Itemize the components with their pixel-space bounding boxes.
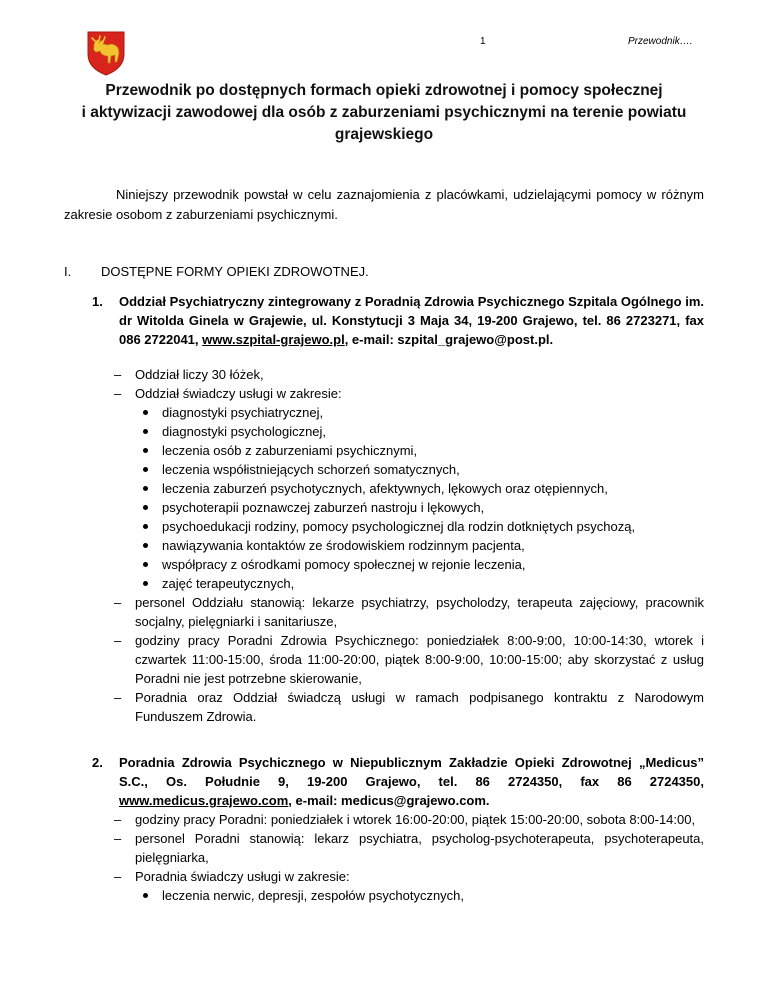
document-title — [40, 80, 728, 146]
bullet-icon — [143, 467, 148, 472]
item-1 — [92, 292, 704, 726]
bullet-item: leczenia zaburzeń psychotycznych, afektywnych, lękowych oraz otępiennych, — [92, 479, 704, 498]
item-1-website-link[interactable]: www.szpital-grajewo.pl — [202, 332, 345, 347]
bullet-icon — [143, 543, 148, 548]
item-2-email: , e-mail: medicus@grajewo.com. — [288, 793, 490, 808]
list-item: – godziny pracy Poradni Zdrowia Psychicznego: poniedziałek 8:00-9:00, 10:00-14:30, wtorek i czwartek 11:00-15:00, środa 11:00-20:00, piątek 8:00-9:00, 10:00-15:00; aby skorzystać z usług Poradni nie jest potrzebne skierowanie, — [114, 633, 704, 686]
item-2-number: 2. — [92, 755, 103, 770]
bullet-icon — [143, 410, 148, 415]
title-line-2: i aktywizacji zawodowej dla osób z zaburzeniami psychicznymi na terenie powiatu — [81, 104, 687, 121]
bullet-icon — [143, 448, 148, 453]
item-2 — [92, 753, 704, 905]
bullet-icon — [143, 581, 148, 586]
bullet-item: zajęć terapeutycznych, — [92, 574, 704, 593]
bullet-item: diagnostyki psychologicznej, — [92, 422, 704, 441]
list-item: – Oddział liczy 30 łóżek, — [114, 367, 264, 382]
page-number: 1 — [480, 36, 486, 47]
bullet-icon — [143, 486, 148, 491]
section-number: I. — [64, 264, 72, 279]
list-item: – Oddział świadczy usługi w zakresie: — [114, 386, 342, 401]
item-1-heading-text: Oddział Psychiatryczny zintegrowany z Poradnią Zdrowia Psychicznego Szpitala Ogólnego im. dr Witolda Ginela w Grajewie, ul. Konstytucji 3 Maja 34, 19-200 Grajewo, tel. 86 2723271, fax 086 2722041, — [119, 294, 704, 347]
bullet-icon — [143, 893, 148, 898]
item-2-website-link[interactable]: www.medicus.grajewo.com — [119, 793, 289, 808]
item-1-number: 1. — [92, 294, 103, 309]
section-title: DOSTĘPNE FORMY OPIEKI ZDROWOTNEJ. — [101, 264, 369, 279]
item-1-email: , e-mail: szpital_grajewo@post.pl. — [344, 332, 554, 347]
list-item: – godziny pracy Poradni: poniedziałek i wtorek 16:00-20:00, piątek 15:00-20:00, sobota 8:00-14:00, — [114, 812, 696, 827]
bullet-icon — [143, 562, 148, 567]
list-item: – personel Poradni stanowią: lekarz psychiatra, psycholog-psychoterapeuta, psychoterapeuta, pielęgniarka, — [114, 831, 704, 865]
list-item: – Poradnia świadczy usługi w zakresie: — [114, 869, 350, 884]
bullet-icon — [143, 505, 148, 510]
bullet-item: psychoedukacji rodziny, pomocy psychologicznej dla rodzin dotkniętych psychozą, — [92, 517, 704, 536]
running-title: Przewodnik…. — [628, 36, 693, 47]
bullet-icon — [143, 429, 148, 434]
item-2-heading-text: Poradnia Zdrowia Psychicznego w Niepublicznym Zakładzie Opieki Zdrowotnej „Medicus” S.C., Os. Południe 9, 19-200 Grajewo, tel. 86 2724350, fax 86 2724350, — [119, 755, 704, 789]
grajewo-coat-of-arms-icon — [86, 30, 126, 76]
item-1-heading — [92, 292, 704, 349]
bullet-item: nawiązywania kontaktów ze środowiskiem rodzinnym pacjenta, — [92, 536, 704, 555]
title-line-3: grajewskiego — [334, 126, 434, 143]
intro-paragraph — [64, 185, 704, 225]
intro-text: Niniejszy przewodnik powstał w celu zaznajomienia z placówkami, udzielającymi pomocy w różnym zakresie osobom z zaburzeniami psychicznymi. — [64, 187, 704, 222]
bullet-item: diagnostyki psychiatrycznej, — [92, 403, 704, 422]
bullet-item: leczenia współistniejących schorzeń somatycznych, — [92, 460, 704, 479]
bullet-item: psychoterapii poznawczej zaburzeń nastroju i lękowych, — [92, 498, 704, 517]
list-item: – personel Oddziału stanowią: lekarze psychiatrzy, psycholodzy, terapeuta zajęciowy, pracownik socjalny, pielęgniarki i sanitariusze, — [114, 595, 704, 629]
bullet-item: współpracy z ośrodkami pomocy społecznej w rejonie leczenia, — [92, 555, 704, 574]
item-2-heading — [92, 753, 704, 810]
title-line-1: Przewodnik po dostępnych formach opieki zdrowotnej i pomocy społecznej — [105, 82, 663, 99]
bullet-item: leczenia nerwic, depresji, zespołów psychotycznych, — [92, 886, 704, 905]
bullet-icon — [143, 524, 148, 529]
list-item: – Poradnia oraz Oddział świadczą usługi w ramach podpisanego kontraktu z Narodowym Funduszem Zdrowia. — [114, 690, 704, 724]
bullet-item: leczenia osób z zaburzeniami psychicznymi, — [92, 441, 704, 460]
